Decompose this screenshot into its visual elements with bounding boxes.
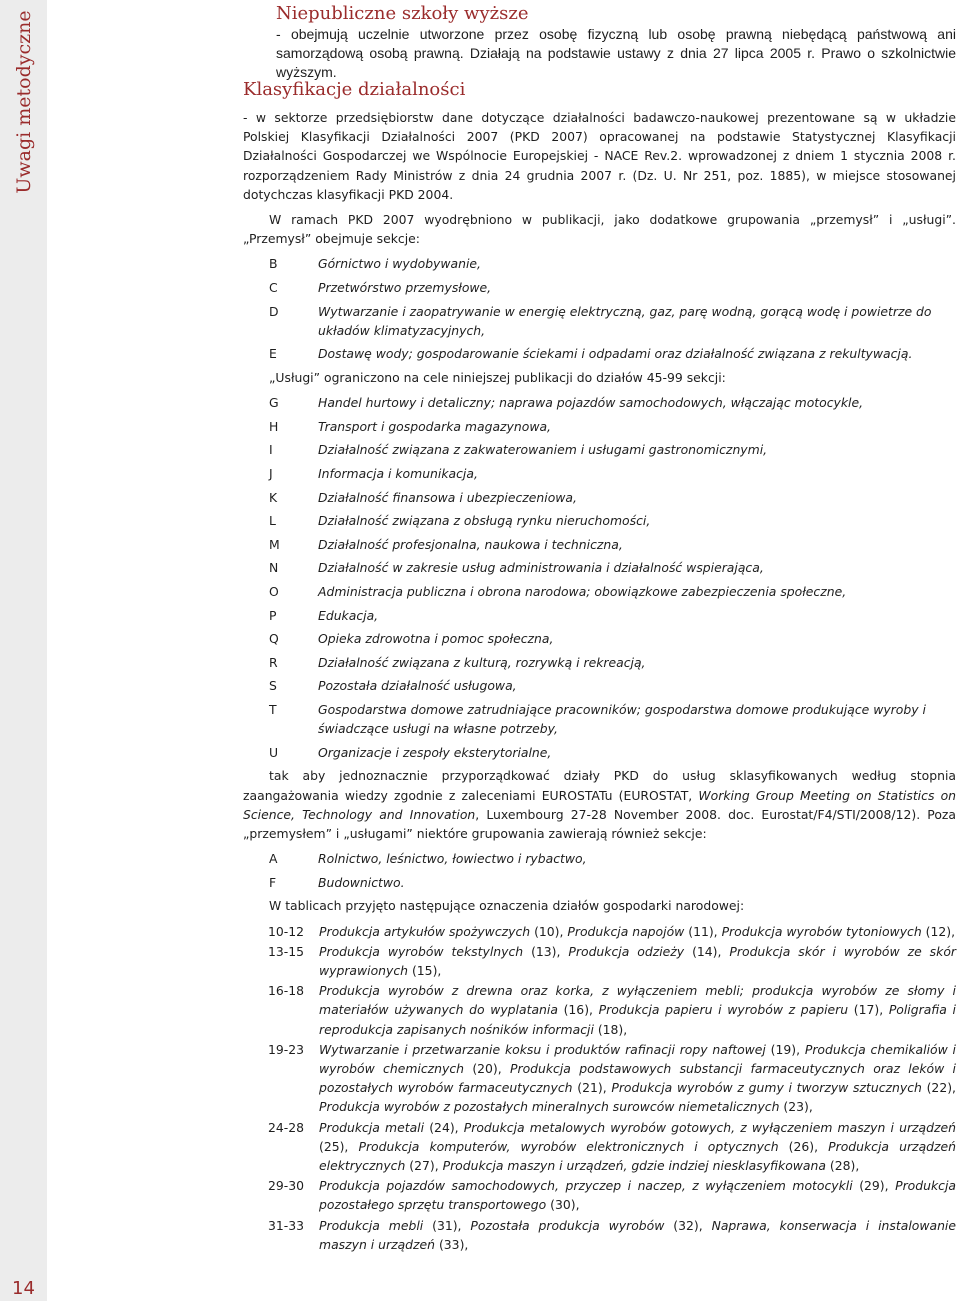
division-code: 29-30 bbox=[268, 1178, 305, 1194]
division-group-row bbox=[243, 1176, 956, 1214]
section-name: Działalność związana z kulturą, rozrywką i rekreacją, bbox=[318, 654, 646, 670]
division-group-row bbox=[243, 922, 956, 941]
division-name: Produkcja podstawowych substancji farmaceutycznych oraz leków i pozostałych wyrobów farmaceutycznych bbox=[319, 1060, 956, 1096]
division-number: (24), bbox=[424, 1119, 464, 1135]
division-name: Produkcja mebli bbox=[319, 1217, 424, 1233]
division-name: Produkcja odzieży bbox=[568, 943, 685, 959]
section-heading-klasyfikacje: Klasyfikacje działalności bbox=[243, 79, 466, 100]
sidebar-title: Uwagi metodyczne bbox=[13, 10, 35, 194]
division-number: (26), bbox=[778, 1138, 829, 1154]
division-number: (13), bbox=[523, 943, 569, 959]
division-name: Produkcja wyrobów z gumy i tworzyw sztucznych bbox=[611, 1080, 922, 1096]
section-code: F bbox=[269, 874, 277, 890]
section-row bbox=[243, 278, 956, 297]
division-group-row bbox=[243, 1118, 956, 1176]
uslugi-section-list bbox=[243, 393, 956, 762]
section-name: Pozostała działalność usługowa, bbox=[318, 678, 517, 694]
division-name: Pozostała produkcja wyrobów bbox=[470, 1217, 665, 1233]
eurostat-text-italic: Working Group Meeting on Statistics on Science, Technology and Innovation bbox=[243, 787, 957, 822]
division-code: 10-12 bbox=[268, 923, 305, 939]
division-group-row bbox=[243, 1040, 956, 1117]
section-code: R bbox=[269, 654, 278, 670]
division-name: Produkcja metali bbox=[319, 1119, 425, 1135]
division-code: 16-18 bbox=[268, 983, 305, 999]
division-number: (14), bbox=[684, 943, 730, 959]
section-code: G bbox=[269, 395, 279, 411]
division-name: Produkcja papieru i wyrobów z papieru bbox=[598, 1002, 849, 1018]
section-row bbox=[243, 344, 956, 363]
section-row bbox=[243, 393, 956, 412]
section-name: Rolnictwo, leśnictwo, łowiectwo i rybactwo, bbox=[318, 851, 587, 867]
division-group-row bbox=[243, 1216, 956, 1254]
division-number: (28), bbox=[825, 1157, 860, 1173]
section-code: I bbox=[269, 442, 273, 458]
division-name: Produkcja napojów bbox=[567, 923, 685, 939]
division-code: 24-28 bbox=[268, 1119, 305, 1135]
section-name: Transport i gospodarka magazynowa, bbox=[318, 418, 551, 434]
division-name: Poligrafia i reprodukcja zapisanych nośników informacji bbox=[319, 1002, 956, 1037]
paragraph-eurostat bbox=[243, 766, 956, 843]
division-description bbox=[319, 981, 956, 1039]
division-number: (20), bbox=[464, 1060, 511, 1076]
division-description bbox=[319, 1216, 956, 1254]
extra-section-list bbox=[243, 849, 956, 892]
section-row bbox=[243, 606, 956, 625]
section-name: Działalność profesjonalna, naukowa i techniczna, bbox=[318, 536, 623, 552]
division-description bbox=[319, 1040, 956, 1117]
division-name: Produkcja artykułów spożywczych bbox=[319, 923, 531, 939]
division-name: Produkcja pozostałego sprzętu transportowego bbox=[319, 1178, 956, 1213]
section-code: H bbox=[269, 418, 279, 434]
body-text bbox=[243, 108, 956, 1255]
section-code: K bbox=[269, 489, 278, 505]
section-code: D bbox=[269, 303, 279, 319]
division-name: Naprawa, konserwacja i instalowanie maszyn i urządzeń bbox=[319, 1217, 956, 1252]
paragraph-pkd: - w sektorze przedsiębiorstw dane dotyczące działalności badawczo-naukowej prezentowane są w układzie Polskiej Klasyfikacji Działalności 2007 (PKD 2007) opracowanej na podstawie Statystycznej Klasyfikacji Działalności Gospodarczej we Wspólnocie Europejskiej - NACE Rev.2. wprowadzonej z dniem 1 stycznia 2008 r. rozporządzeniem Rady Ministrów z dnia 24 grudnia 2007 r. (Dz. U. Nr 251, poz. 1885), w miejsce stosowanej dotychczas klasyfikacji PKD 2004. bbox=[243, 110, 956, 202]
section-row bbox=[243, 743, 956, 762]
division-number: (29), bbox=[852, 1178, 896, 1194]
section-heading-niepubliczne: Niepubliczne szkoły wyższe bbox=[276, 3, 529, 24]
division-name: Produkcja chemikaliów i wyrobów chemicznych bbox=[319, 1041, 956, 1076]
division-number: (27), bbox=[405, 1157, 443, 1173]
section-row bbox=[243, 629, 956, 648]
division-name: Produkcja maszyn i urządzeń, gdzie indziej niesklasyfikowana bbox=[442, 1157, 826, 1173]
section-code: U bbox=[269, 744, 279, 760]
section-code: S bbox=[269, 678, 277, 694]
section-row bbox=[243, 302, 956, 340]
section-code: T bbox=[269, 701, 277, 717]
section-name: Gospodarstwa domowe zatrudniające pracowników; gospodarstwa domowe produkujące wyroby i świadczące usługi na własne potrzeby, bbox=[318, 701, 926, 737]
eurostat-text-c: , Luxembourg 27-28 November 2008. doc. Eurostat/F4/STI/2008/12). Poza „przemysłem” i „usługami” niektóre grupowania zawierają również sekcje: bbox=[243, 806, 956, 841]
division-number: (19), bbox=[765, 1041, 805, 1057]
section-row bbox=[243, 440, 956, 459]
section-name: Administracja publiczna i obrona narodowa; obowiązkowe zabezpieczenia społeczne, bbox=[318, 583, 847, 599]
division-number: (15), bbox=[408, 962, 442, 978]
division-number: (16), bbox=[557, 1002, 599, 1018]
section-code: N bbox=[269, 560, 279, 576]
paragraph-groupings: W ramach PKD 2007 wyodrębniono w publikacji, jako dodatkowe grupowania „przemysł” i „usługi”. „Przemysł” obejmuje sekcje: bbox=[243, 212, 956, 247]
division-name: Produkcja skór i wyrobów ze skór wyprawionych bbox=[319, 943, 956, 978]
section-name: Działalność związana z zakwaterowaniem i usługami gastronomicznymi, bbox=[318, 442, 768, 458]
section-name: Opieka zdrowotna i pomoc społeczna, bbox=[318, 631, 554, 647]
paragraph-uslugi: „Usługi” ograniczono na cele niniejszej publikacji do działów 45-99 sekcji: bbox=[269, 370, 726, 385]
paragraph-tables: W tablicach przyjęto następujące oznaczenia działów gospodarki narodowej: bbox=[269, 898, 745, 914]
section-name: Edukacja, bbox=[318, 607, 379, 623]
section-row bbox=[243, 464, 956, 483]
section-row bbox=[243, 511, 956, 530]
section-row bbox=[243, 488, 956, 507]
division-number: (23), bbox=[779, 1099, 813, 1115]
division-number: (12), bbox=[921, 923, 956, 939]
section-row bbox=[243, 417, 956, 436]
division-group-row bbox=[243, 942, 956, 980]
section-row bbox=[243, 653, 956, 672]
division-name: Produkcja wyrobów tekstylnych bbox=[319, 943, 524, 959]
division-number: (18), bbox=[593, 1021, 628, 1037]
division-number: (33), bbox=[435, 1236, 469, 1252]
division-number: (32), bbox=[664, 1217, 712, 1233]
division-name: Produkcja wyrobów z pozostałych mineralnych surowców niemetalicznych bbox=[319, 1099, 780, 1115]
section-code: C bbox=[269, 280, 278, 296]
division-number: (25), bbox=[319, 1138, 359, 1154]
section-code: L bbox=[269, 513, 276, 529]
section-code: A bbox=[269, 851, 278, 867]
division-group-row bbox=[243, 981, 956, 1039]
division-description bbox=[319, 1118, 956, 1176]
section-code: P bbox=[269, 607, 277, 623]
division-number: (31), bbox=[423, 1217, 471, 1233]
section-name: Działalność związana z obsługą rynku nieruchomości, bbox=[318, 513, 651, 529]
section-name: Budownictwo. bbox=[318, 874, 405, 890]
division-code: 19-23 bbox=[268, 1041, 305, 1057]
section-name: Dostawę wody; gospodarowanie ściekami i odpadami oraz działalność związana z rekultywacją. bbox=[318, 346, 913, 362]
division-code: 31-33 bbox=[268, 1217, 305, 1233]
division-description bbox=[319, 922, 956, 941]
division-name: Produkcja wyrobów z drewna oraz korka, z wyłączeniem mebli; produkcja wyrobów ze słomy i materiałów używanych do wyplatania bbox=[319, 983, 956, 1018]
page-number: 14 bbox=[12, 1278, 35, 1299]
division-name: Wytwarzanie i przetwarzanie koksu i produktów rafinacji ropy naftowej bbox=[319, 1041, 766, 1057]
section-name: Informacja i komunikacja, bbox=[318, 465, 478, 481]
division-name: Produkcja komputerów, wyrobów elektronicznych i optycznych bbox=[358, 1138, 779, 1154]
division-number: (11), bbox=[684, 923, 722, 939]
division-group-list bbox=[243, 922, 956, 1254]
section-code: J bbox=[269, 465, 273, 481]
section-row bbox=[243, 873, 956, 892]
section-row bbox=[243, 254, 956, 273]
division-number: (10), bbox=[530, 923, 568, 939]
section-row bbox=[243, 700, 956, 738]
section-row bbox=[243, 849, 956, 868]
division-number: (30), bbox=[546, 1197, 580, 1213]
section-row bbox=[243, 558, 956, 577]
division-name: Produkcja pojazdów samochodowych, przyczep i naczep, z wyłączeniem motocykli bbox=[319, 1178, 853, 1194]
section-name: Wytwarzanie i zaopatrywanie w energię elektryczną, gaz, parę wodną, gorącą wodę i powietrze do układów klimatyzacyjnych, bbox=[318, 303, 932, 338]
section-name: Handel hurtowy i detaliczny; naprawa pojazdów samochodowych, włączając motocykle, bbox=[318, 395, 864, 411]
section-code: Q bbox=[269, 631, 279, 647]
division-code: 13-15 bbox=[268, 943, 305, 959]
section-row bbox=[243, 582, 956, 601]
eurostat-text-a: tak aby jednoznacznie przyporządkować działy PKD do usług sklasyfikowanych według stopnia zaangażowania wiedzy zgodnie z zaleceniami EUROSTATu (EUROSTAT, bbox=[243, 768, 956, 803]
division-description bbox=[319, 942, 956, 980]
section-row bbox=[243, 535, 956, 554]
division-description bbox=[319, 1176, 956, 1214]
division-name: Produkcja wyrobów tytoniowych bbox=[721, 923, 922, 939]
section-name: Działalność finansowa i ubezpieczeniowa, bbox=[318, 489, 577, 505]
przemysl-section-list bbox=[243, 254, 956, 363]
section-code: B bbox=[269, 256, 278, 272]
section-code: M bbox=[269, 536, 280, 552]
division-name: Produkcja metalowych wyrobów gotowych, z wyłączeniem maszyn i urządzeń bbox=[463, 1119, 956, 1135]
section-name: Górnictwo i wydobywanie, bbox=[318, 256, 481, 272]
division-number: (21), bbox=[572, 1080, 612, 1096]
section-name: Organizacje i zespoły eksterytorialne, bbox=[318, 744, 552, 760]
division-number: (22), bbox=[921, 1080, 956, 1096]
section-name: Działalność w zakresie usług administrowania i działalność wspierająca, bbox=[318, 560, 764, 576]
intro-paragraph: - obejmują uczelnie utworzone przez osobę fizyczną lub osobę prawną niebędącą państwową ani samorządową osobą prawną. Działają na podstawie ustawy z dnia 27 lipca 2005 r. Prawo o szkolnictwie wyższym. bbox=[276, 26, 956, 80]
section-row bbox=[243, 676, 956, 695]
section-code: O bbox=[269, 583, 279, 599]
division-name: Produkcja urządzeń elektrycznych bbox=[319, 1138, 957, 1173]
division-number: (17), bbox=[848, 1002, 889, 1018]
section-code: E bbox=[269, 346, 277, 362]
section-name: Przetwórstwo przemysłowe, bbox=[318, 280, 492, 296]
